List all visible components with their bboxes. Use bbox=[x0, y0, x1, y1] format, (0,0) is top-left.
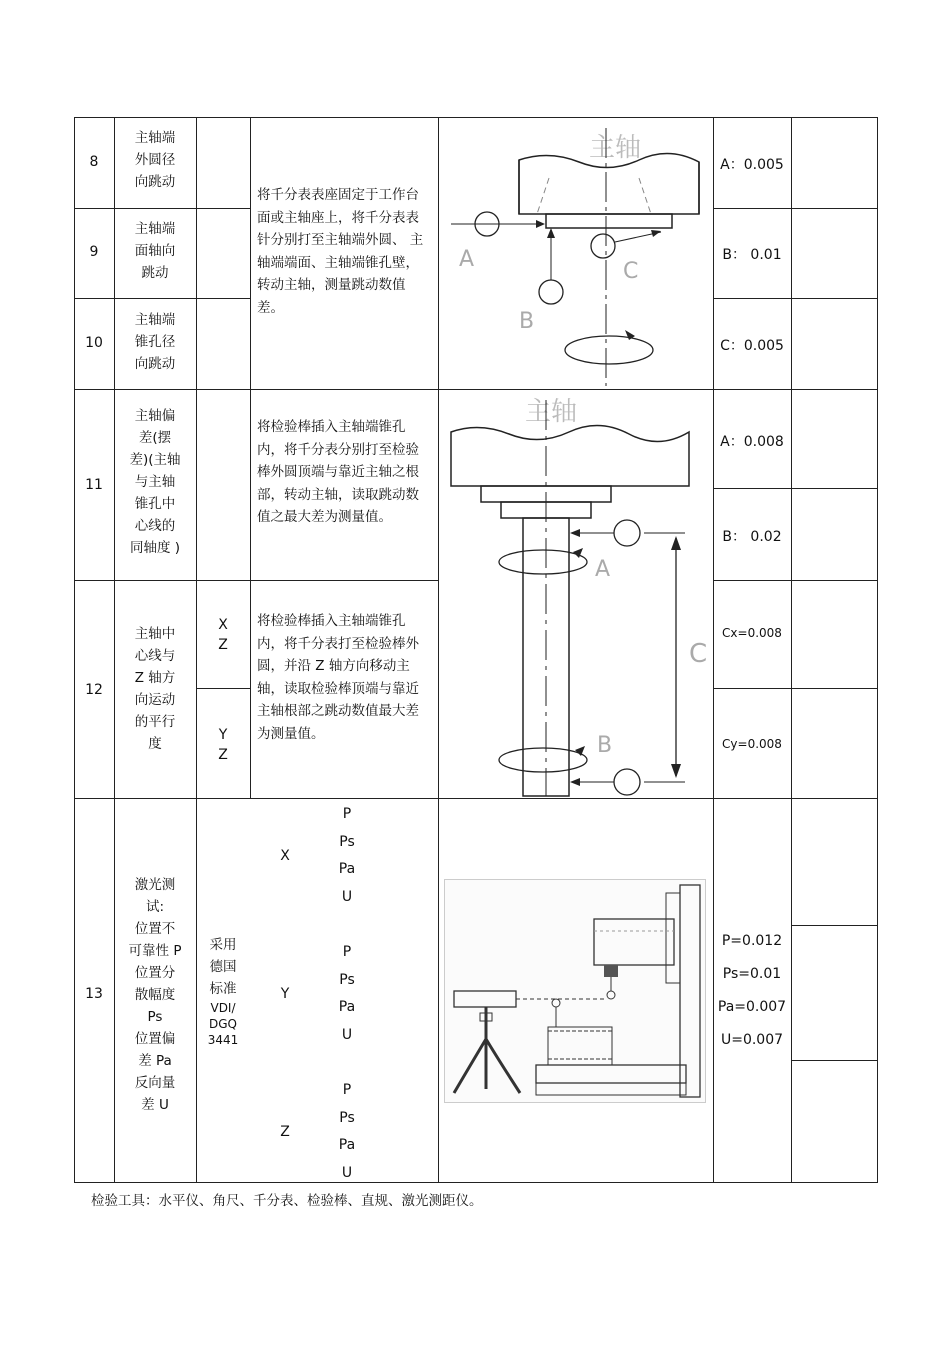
item-line: 主轴偏 bbox=[134, 408, 176, 424]
axis-label: Y bbox=[218, 727, 228, 743]
param-label: Ps bbox=[339, 1109, 355, 1126]
table-border-bottom bbox=[74, 1182, 877, 1183]
item-line: 差 Pa bbox=[138, 1053, 172, 1069]
item-line: 锥孔径 bbox=[134, 334, 176, 350]
measured-value: B： 0.02 bbox=[722, 529, 782, 545]
row-divider bbox=[791, 925, 877, 926]
item-line: 位置不 bbox=[134, 921, 176, 937]
axis-label: X bbox=[218, 617, 228, 633]
label-b: B bbox=[519, 309, 535, 334]
row-divider bbox=[713, 298, 877, 299]
row-number: 13 bbox=[85, 986, 103, 1002]
row-number: 11 bbox=[85, 477, 103, 493]
row-divider bbox=[74, 298, 250, 299]
item-line: 向跳动 bbox=[134, 356, 176, 372]
row-divider bbox=[713, 488, 877, 489]
standard-line: 3441 bbox=[207, 1033, 239, 1047]
measured-value: A：0.008 bbox=[720, 434, 784, 450]
col-divider bbox=[791, 117, 792, 1183]
item-line: 位置偏 bbox=[134, 1031, 176, 1047]
item-line: Ps bbox=[147, 1009, 163, 1025]
axis-label: Z bbox=[218, 637, 228, 653]
item-line: 心线与 bbox=[134, 648, 176, 664]
col-divider bbox=[877, 117, 878, 1183]
laser-results bbox=[713, 925, 791, 1057]
standard-line: DGQ bbox=[209, 1017, 237, 1031]
item-line: 位置分 bbox=[134, 965, 176, 981]
row-number: 9 bbox=[89, 244, 99, 260]
col-divider bbox=[250, 117, 251, 799]
param-list bbox=[326, 939, 368, 1049]
param-list bbox=[326, 1077, 368, 1187]
method-description: 将千分表表座固定于工作台面或主轴座上，将千分表表针分别打至主轴端外圆、 主轴端端面、主轴端锥孔壁，转动主轴，测量跳动数值差。 bbox=[257, 187, 424, 316]
item-name bbox=[114, 623, 196, 755]
test-standard bbox=[196, 934, 250, 1000]
measured-value: B： 0.01 bbox=[722, 247, 782, 263]
method-description: 将检验棒插入主轴端锥孔内，将千分表分别打至检验棒外圆顶端与靠近主轴之根部，转动主轴，读取跳动数值之最大差为测量值。 bbox=[257, 419, 419, 525]
item-line: 可靠性 P bbox=[128, 943, 182, 959]
param-label: Pa bbox=[338, 1137, 356, 1153]
param-label: Pa bbox=[338, 861, 356, 877]
measured-value: A：0.005 bbox=[720, 157, 784, 173]
standard-line: 德国 bbox=[209, 959, 237, 975]
item-line: Z 轴方 bbox=[134, 670, 176, 686]
item-line: 度 bbox=[148, 736, 162, 752]
item-name bbox=[114, 874, 196, 1116]
item-line: 面轴向 bbox=[134, 243, 176, 259]
param-label: Pa bbox=[338, 999, 356, 1015]
label-a: A bbox=[595, 557, 611, 582]
spindle-runout-diagram bbox=[439, 118, 713, 389]
row-divider bbox=[74, 580, 439, 581]
param-label: U bbox=[341, 888, 353, 905]
item-line: 跳动 bbox=[141, 265, 169, 281]
param-label: U bbox=[341, 1026, 353, 1043]
measured-value: C：0.005 bbox=[720, 338, 784, 354]
item-line: 向运动 bbox=[134, 692, 176, 708]
item-line: 激光测 bbox=[134, 877, 176, 893]
item-line: 差(摆 bbox=[138, 430, 172, 446]
test-bar-diagram bbox=[439, 390, 713, 798]
row-divider bbox=[196, 688, 250, 689]
measured-value: Cy=0.008 bbox=[722, 737, 782, 751]
row-divider bbox=[713, 688, 877, 689]
axis-label: Y bbox=[280, 986, 290, 1002]
item-line: 的平行 bbox=[134, 714, 176, 730]
row-divider bbox=[713, 208, 877, 209]
inspection-tools-note: 检验工具：水平仪、角尺、千分表、检验棒、直规、激光测距仪。 bbox=[91, 1193, 483, 1209]
standard-line: VDI/ bbox=[210, 1001, 236, 1015]
row-number: 8 bbox=[89, 154, 99, 170]
item-line: 试: bbox=[145, 899, 165, 915]
item-name bbox=[114, 218, 196, 284]
spindle-label: 主轴 bbox=[589, 133, 642, 163]
param-list bbox=[326, 801, 368, 911]
item-line: 主轴端 bbox=[134, 221, 176, 237]
measured-value: U=0.007 bbox=[720, 1032, 784, 1048]
laser-setup-diagram bbox=[444, 879, 706, 1103]
col-divider bbox=[74, 117, 75, 1183]
item-line: 外圆径 bbox=[134, 152, 176, 168]
label-a: A bbox=[459, 247, 475, 272]
axis-pair bbox=[196, 615, 250, 655]
standard-line: 采用 bbox=[209, 937, 237, 953]
row-divider bbox=[713, 580, 877, 581]
axis-label: X bbox=[280, 848, 290, 864]
label-c: C bbox=[689, 639, 708, 669]
measured-value: Ps=0.01 bbox=[722, 966, 782, 982]
param-label: P bbox=[342, 944, 352, 960]
standard-code bbox=[196, 1000, 250, 1048]
standard-line: 标准 bbox=[209, 981, 237, 997]
measured-value: P=0.012 bbox=[721, 933, 783, 949]
item-line: 差 U bbox=[141, 1097, 169, 1113]
item-line: 同轴度 ) bbox=[129, 540, 181, 556]
label-c: C bbox=[623, 259, 639, 284]
spindle-label: 主轴 bbox=[525, 397, 578, 427]
param-label: P bbox=[342, 806, 352, 822]
method-description: 将检验棒插入主轴端锥孔内，将千分表打至检验棒外圆，并沿 Z 轴方向移动主轴，读取检验棒顶端与靠近主轴根部之跳动数值最大差为测量值。 bbox=[257, 613, 419, 742]
axis-pair bbox=[196, 725, 250, 765]
row-number: 12 bbox=[85, 682, 103, 698]
item-name bbox=[114, 309, 196, 375]
item-line: 散幅度 bbox=[134, 987, 176, 1003]
row-divider bbox=[74, 798, 877, 799]
item-line: 心线的 bbox=[134, 518, 176, 534]
item-line: 差)(主轴 bbox=[129, 452, 181, 468]
param-label: P bbox=[342, 1082, 352, 1098]
item-line: 主轴中 bbox=[134, 626, 176, 642]
row-number: 10 bbox=[85, 335, 103, 351]
axis-label: Z bbox=[280, 1124, 290, 1140]
item-line: 主轴端 bbox=[134, 130, 176, 146]
row-divider bbox=[74, 208, 250, 209]
row-divider bbox=[791, 1060, 877, 1061]
param-label: Ps bbox=[339, 833, 355, 850]
measured-value: Cx=0.008 bbox=[722, 626, 782, 640]
measured-value: Pa=0.007 bbox=[717, 999, 787, 1015]
item-name bbox=[114, 405, 196, 559]
param-label: Ps bbox=[339, 971, 355, 988]
item-line: 向跳动 bbox=[134, 174, 176, 190]
axis-label: Z bbox=[218, 747, 228, 763]
label-b: B bbox=[597, 733, 613, 758]
item-line: 主轴端 bbox=[134, 312, 176, 328]
item-line: 锥孔中 bbox=[134, 496, 176, 512]
item-line: 反向量 bbox=[134, 1075, 176, 1091]
param-label: U bbox=[341, 1164, 353, 1181]
item-line: 与主轴 bbox=[134, 474, 176, 490]
item-name bbox=[114, 127, 196, 193]
